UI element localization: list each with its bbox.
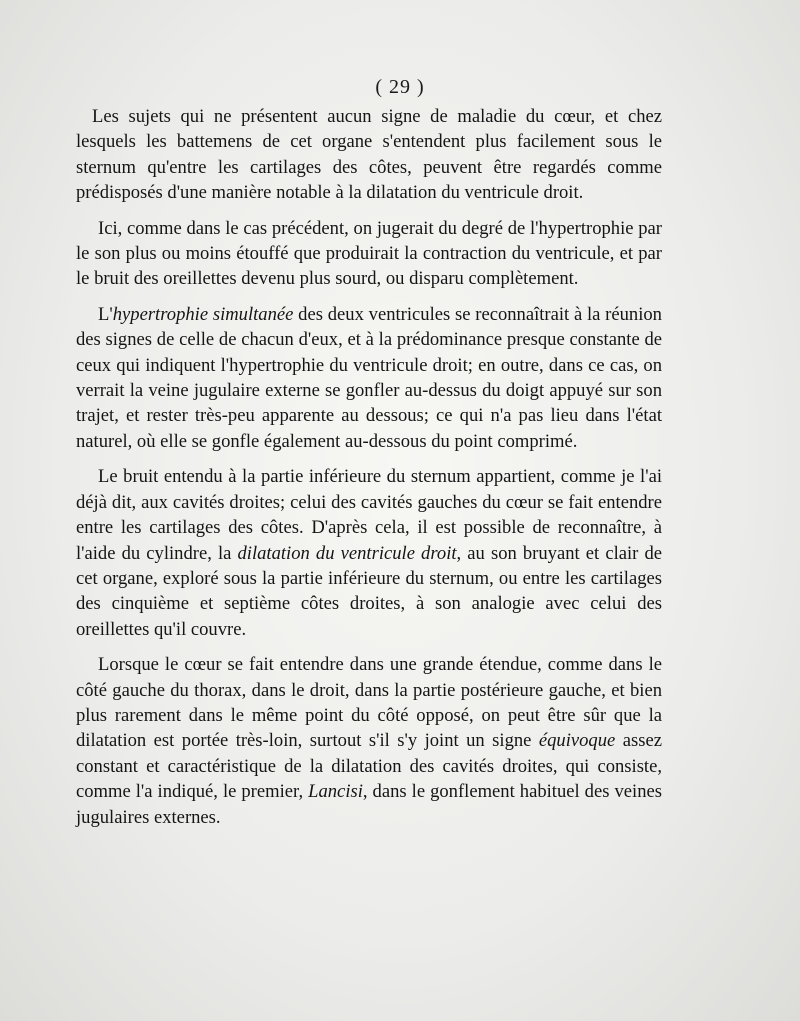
italic-text: Lancisi (308, 781, 363, 803)
text-run: Le bruit entendu à la partie inférieure du sternum appartient, comme je l'ai déjà dit, aux cavités droites; celui des cavités gauches du cœur se fait entendre entre les cartilages des côtes. D'après cela, il est possible de reconnaître, à l'aide du cylindre, la (76, 466, 662, 564)
italic-text: hypertrophie simultanée (112, 303, 294, 325)
paragraph (76, 464, 662, 642)
paragraph (76, 104, 662, 206)
paragraph (76, 652, 662, 830)
paragraph (76, 216, 662, 292)
text-run: Les sujets qui ne présentent aucun signe de maladie du cœur, et chez lesquels les battemens de cet organe s'entendent plus facilement sous le sternum qu'entre les cartilages des côtes, peuvent être regardés comme prédisposés d'une manière notable à la dilatation du ventricule droit. (76, 106, 662, 204)
text-run: , au son bruyant et clair de cet organe, exploré sous la partie inférieure du sternum, ou entre les cartilages des cinquième et septième côtes droites, à son analogie avec celui des oreillettes qu'il couvre. (76, 542, 663, 640)
page-number: ( 29 ) (375, 76, 425, 98)
paragraph (76, 302, 662, 454)
text-run: Ici, comme dans le cas précédent, on jugerait du degré de l'hypertrophie par le son plus ou moins étouffé que produirait la contraction du ventricule, et par le bruit des oreillettes devenu plus sourd, ou disparu complètement. (76, 217, 662, 290)
text-run: assez constant et caractéristique de la dilatation des cavités droites, qui consiste, comme l'a indiqué, le premier, (76, 730, 662, 803)
body-text (76, 104, 662, 840)
italic-text: dilatation du ventricule droit (237, 542, 457, 564)
text-run: des deux ventricules se reconnaîtrait à la réunion des signes de celle de chacun d'eux, et à la prédominance presque constante de ceux qui indiquent l'hypertrophie du ventricule droit; en outre, dans ce cas, on verrait la veine jugulaire externe se gonfler au-dessus du doigt appuyé sur son trajet, et rester très-peu apparente au dessous; ce qui n'a pas lieu dans l'état naturel, où elle se gonfle également au-dessous du point comprimé. (76, 303, 662, 452)
italic-text: équivoque (538, 730, 616, 752)
text-run: , dans le gonflement habituel des veines jugulaires externes. (76, 781, 662, 828)
text-run: Lorsque le cœur se fait entendre dans une grande étendue, comme dans le côté gauche du thorax, dans le droit, dans la partie postérieure gauche, et bien plus rarement dans le même point du côté opposé, on peut être sûr que la dilatation est portée très-loin, surtout s'il s'y joint un signe (76, 654, 662, 752)
text-run: L' (98, 303, 113, 325)
